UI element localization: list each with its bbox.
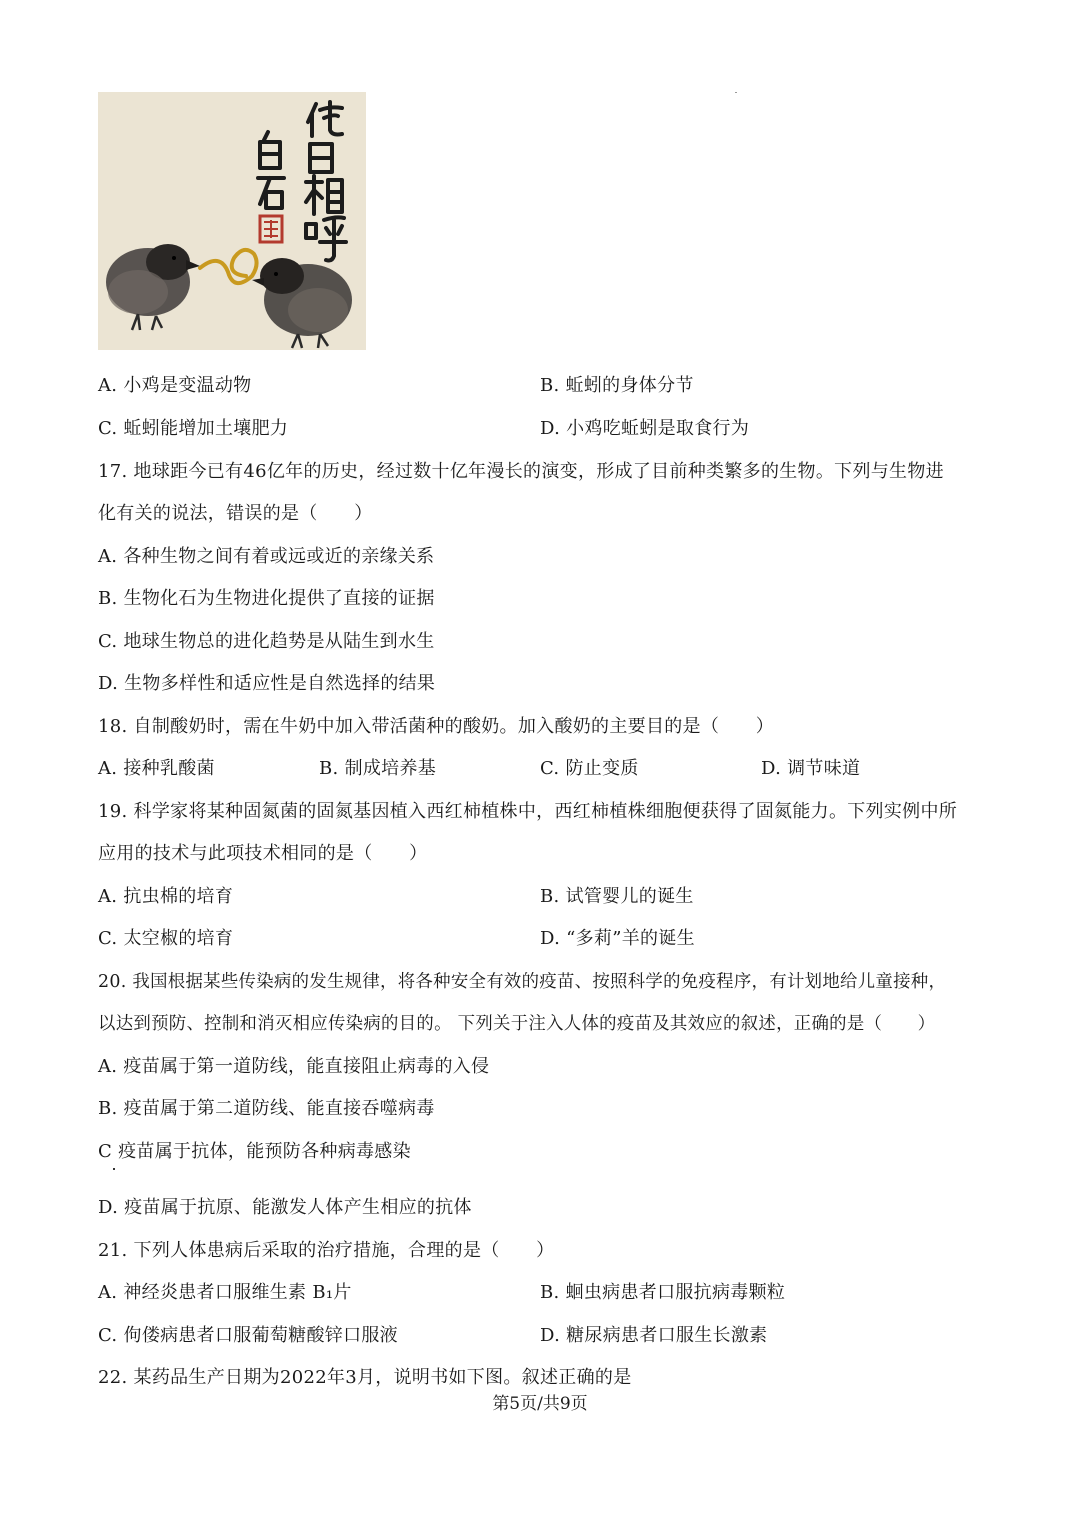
q19-option-a: A. 抗虫棉的培育 [98, 886, 234, 907]
q17-option-a: A. 各种生物之间有着或远或近的亲缘关系 [98, 546, 435, 567]
q17-option-c: C. 地球生物总的进化趋势是从陆生到水生 [98, 631, 435, 652]
q19-option-d: D. “多莉”羊的诞生 [540, 928, 695, 949]
page-number: 第5页/共9页 [492, 1394, 588, 1414]
painting-svg [98, 92, 366, 350]
q20-stem-line1: 20. 我国根据某些传染病的发生规律，将各种安全有效的疫苗、按照科学的免疫程序，有计划地给儿童接种， [98, 972, 947, 992]
q18-option-a: A. 接种乳酸菌 [98, 758, 215, 779]
q19-stem-line1: 19. 科学家将某种固氮菌的固氮基因植入西红柿植株中，西红柿植株细胞便获得了固氮能力。下列实例中所 [98, 801, 958, 822]
q20-option-b: B. 疫苗属于第二道防线、能直接吞噬病毒 [98, 1098, 435, 1119]
q16-option-d: D. 小鸡吃蚯蚓是取食行为 [540, 418, 750, 439]
q17-option-b: B. 生物化石为生物进化提供了直接的证据 [98, 588, 435, 609]
q17-stem-line2: 化有关的说法，错误的是（ ） [98, 503, 373, 524]
q18-option-c: C. 防止变质 [540, 758, 639, 779]
q18-stem: 18. 自制酸奶时，需在牛奶中加入带活菌种的酸奶。加入酸奶的主要目的是（ ） [98, 716, 775, 737]
scan-speck [735, 92, 737, 93]
q16-option-b: B. 蚯蚓的身体分节 [540, 375, 694, 396]
q21-option-c: C. 佝偻病患者口服葡萄糖酸锌口服液 [98, 1325, 398, 1346]
stray-dot [113, 1168, 115, 1170]
q17-stem-line1: 17. 地球距今已有46亿年的历史，经过数十亿年漫长的演变，形成了目前种类繁多的生物。下列与生物进 [98, 461, 944, 482]
q22-stem: 22. 某药品生产日期为2022年3月，说明书如下图。叙述正确的是 [98, 1367, 632, 1388]
chicks-painting [98, 92, 366, 350]
q16-option-a: A. 小鸡是变温动物 [98, 375, 252, 396]
q21-option-d: D. 糖尿病患者口服生长激素 [540, 1325, 768, 1346]
q18-option-d: D. 调节味道 [761, 758, 861, 779]
q19-option-b: B. 试管婴儿的诞生 [540, 886, 694, 907]
q18-option-b: B. 制成培养基 [319, 758, 437, 779]
q20-stem-line2: 以达到预防、控制和消灭相应传染病的目的。 下列关于注入人体的疫苗及其效应的叙述，正确的是（ ） [98, 1014, 936, 1034]
q19-stem-line2: 应用的技术与此项技术相同的是（ ） [98, 843, 428, 864]
q20-option-d: D. 疫苗属于抗原、能激发人体产生相应的抗体 [98, 1197, 472, 1218]
q21-stem: 21. 下列人体患病后采取的治疗措施，合理的是（ ） [98, 1240, 555, 1261]
q20-option-c: C 疫苗属于抗体，能预防各种病毒感染 [98, 1141, 411, 1162]
q21-option-b: B. 蛔虫病患者口服抗病毒颗粒 [540, 1282, 786, 1303]
q16-option-c: C. 蚯蚓能增加土壤肥力 [98, 418, 289, 439]
q17-option-d: D. 生物多样性和适应性是自然选择的结果 [98, 673, 436, 694]
q20-option-a: A. 疫苗属于第一道防线，能直接阻止病毒的入侵 [98, 1056, 490, 1077]
q19-option-c: C. 太空椒的培育 [98, 928, 234, 949]
q21-option-a: A. 神经炎患者口服维生素 B₁片 [98, 1282, 352, 1303]
